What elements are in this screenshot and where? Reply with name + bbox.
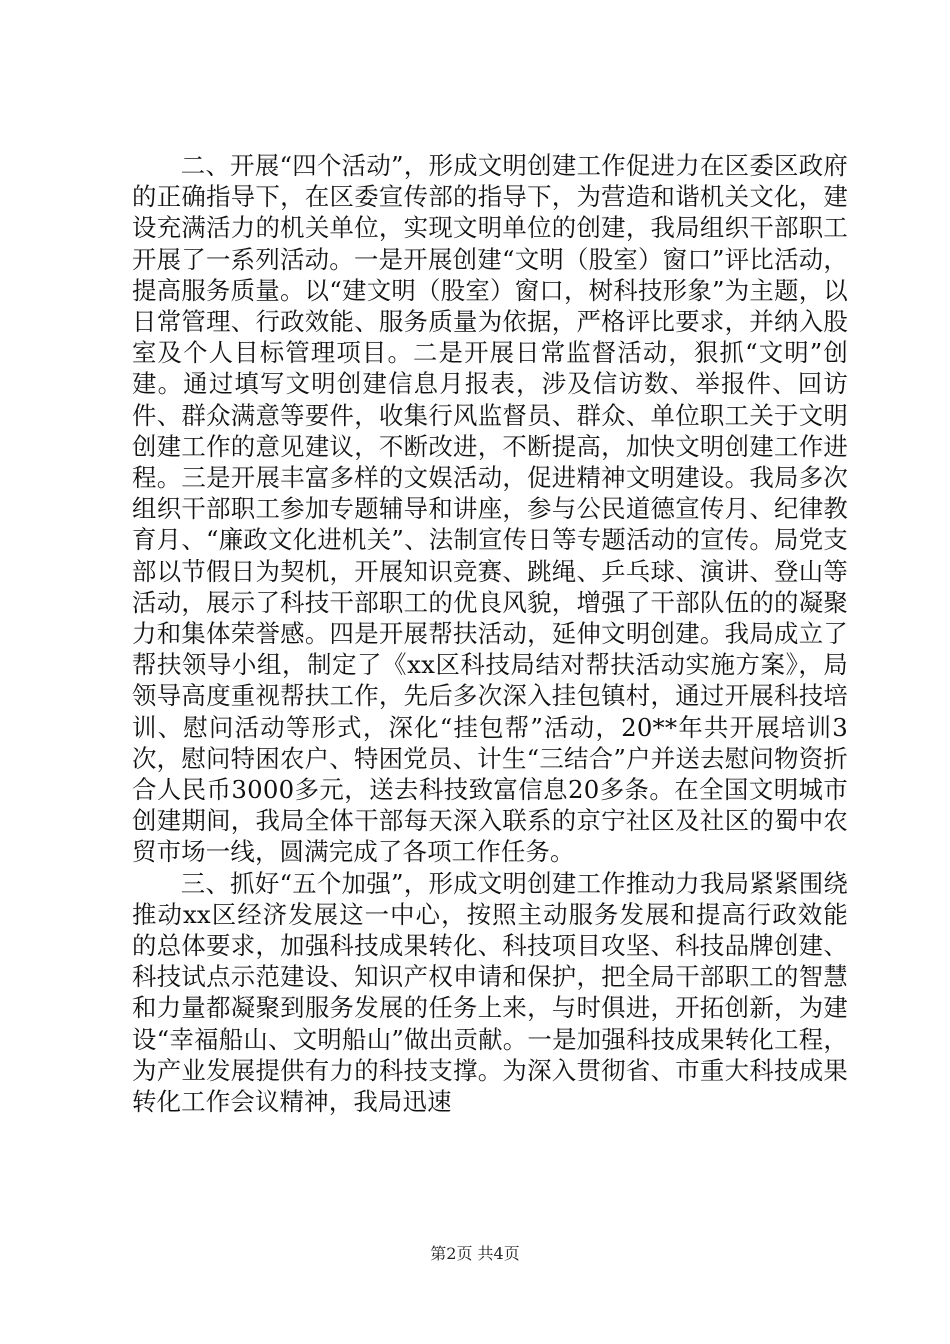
document-body — [132, 150, 848, 1117]
page-number-footer: 第2页 共4页 — [430, 1244, 520, 1263]
paragraph-strengthening: 三、抓好“五个加强”，形成文明创建工作推动力我局紧紧围绕推动xx区经济发展这一中心，按照主动服务发展和提高行政效能的总体要求，加强科技成果转化、科技项目攻坚、科技品牌创建、科技试点示范建设、知识产权申请和保护，把全局干部职工的智慧和力量都凝聚到服务发展的任务上来，与时俱进，开拓创新，为建设“幸福船山、文明船山”做出贡献。一是加强科技成果转化工程，为产业发展提供有力的科技支撑。为深入贯彻省、市重大科技成果转化工作会议精神，我局迅速 — [132, 868, 848, 1117]
paragraph-activities: 二、开展“四个活动”，形成文明创建工作促进力在区委区政府的正确指导下，在区委宣传部的指导下，为营造和谐机关文化，建设充满活力的机关单位，实现文明单位的创建，我局组织干部职工开展了一系列活动。一是开展创建“文明（股室）窗口”评比活动，提高服务质量。以“建文明（股室）窗口，树科技形象”为主题，以日常管理、行政效能、服务质量为依据，严格评比要求，并纳入股室及个人目标管理项目。二是开展日常监督活动，狠抓“文明”创建。通过填写文明创建信息月报表，涉及信访数、举报件、回访件、群众满意等要件，收集行风监督员、群众、单位职工关于文明创建工作的意见建议，不断改进，不断提高，加快文明创建工作进程。三是开展丰富多样的文娱活动，促进精神文明建设。我局多次组织干部职工参加专题辅导和讲座，参与公民道德宣传月、纪律教育月、“廉政文化进机关”、法制宣传日等专题活动的宣传。局党支部以节假日为契机，开展知识竞赛、跳绳、乒乓球、演讲、登山等活动，展示了科技干部职工的优良风貌，增强了干部队伍的的凝聚力和集体荣誉感。四是开展帮扶活动，延伸文明创建。我局成立了帮扶领导小组，制定了《xx区科技局结对帮扶活动实施方案》，局领导高度重视帮扶工作，先后多次深入挂包镇村，通过开展科技培训、慰问活动等形式，深化“挂包帮”活动，20**年共开展培训3次，慰问特困农户、特困党员、计生“三结合”户并送去慰问物资折合人民币3000多元，送去科技致富信息20多条。在全国文明城市创建期间，我局全体干部每天深入联系的京宁社区及社区的蜀中农贸市场一线，圆满完成了各项工作任务。 — [132, 151, 848, 867]
